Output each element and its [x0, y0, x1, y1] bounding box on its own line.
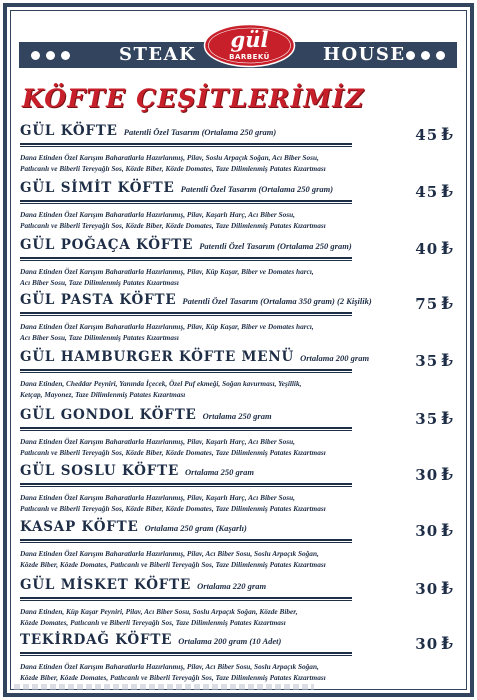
menu-item-description	[20, 152, 360, 174]
menu-item-note: Ortalama 250 gram	[202, 411, 272, 421]
menu-item-note: Ortalama 220 gram	[197, 581, 267, 591]
menu-item-heading	[20, 632, 460, 652]
banner-dots-left	[31, 42, 70, 68]
menu-item-description-line: Patlıcanlı ve Biberli Tereyağlı Sos, Közde Biber, Közde Domates, Taze Dilimlenmiş Patates Kızartması	[20, 164, 326, 173]
menu-item-description-line: Patlıcanlı ve Biberli Tereyağlı Sos, Közde Biber, Közde Domates, Taze Dilimlenmiş Patates Kızartması	[20, 504, 326, 513]
menu-item-description	[20, 492, 360, 514]
menu-item	[20, 407, 460, 458]
menu-item-name: GÜL GONDOL KÖFTE	[20, 407, 197, 423]
menu-item-description	[20, 436, 360, 458]
menu-item-heading	[20, 407, 460, 427]
menu-item-note: Patentli Özel Tasarım (Ortalama 250 gram)	[180, 184, 334, 194]
lira-icon: ₺	[441, 182, 454, 202]
menu-item-description-line: Patlıcanlı ve Biberli Tereyağlı Sos, Közde Biber, Közde Domates, Taze Dilimlenmiş Patates Kızartması	[20, 221, 326, 230]
menu-item-name: GÜL MİSKET KÖFTE	[20, 577, 192, 593]
menu-item-description-line: Dana Etinden Özel Karışım Baharatlarla Hazırlanmış, Pilav, Küp Kaşar, Biber ve Domates harcı,	[20, 267, 314, 276]
banner-word-steak: STEAK	[119, 44, 197, 65]
menu-item-description	[20, 661, 360, 683]
menu-item-heading	[20, 577, 460, 597]
price-value: 40	[415, 240, 439, 258]
menu-item-description-line: Dana Etinden Özel Karışım Baharatlarla Hazırlanmış, Pilav, Küp Kaşar, Biber ve Domates harcı,	[20, 322, 314, 331]
menu-item-description-line: Dana Etinden Özel Karışım Baharatlarla Hazırlanmış, Pilav, Kaşarlı Harç, Acı Biber Sosu,	[20, 493, 295, 502]
menu-item	[20, 463, 460, 514]
menu-item-name: GÜL SİMİT KÖFTE	[20, 180, 175, 196]
menu-item	[20, 349, 460, 400]
menu-item-divider	[20, 483, 352, 488]
menu-item-divider	[20, 652, 352, 657]
menu-item-heading	[20, 237, 460, 257]
menu-item-note: Ortalama 250 gram	[185, 467, 254, 477]
menu-item-price	[415, 579, 454, 599]
menu-item-price	[415, 125, 454, 145]
menu-item-note: Patentli Özel Tasarım (Ortalama 350 gram) (2 Kişilik)	[182, 296, 372, 306]
lira-icon: ₺	[441, 239, 454, 259]
menu-item-divider	[20, 143, 352, 148]
menu-item-name: GÜL HAMBURGER KÖFTE MENÜ	[20, 349, 295, 365]
menu-item	[20, 292, 460, 343]
banner-dots-right	[406, 42, 445, 68]
menu-item-name: GÜL KÖFTE	[20, 123, 118, 139]
menu-item-price	[415, 294, 454, 314]
svg-text:gül: gül	[230, 27, 269, 52]
menu-item-price	[415, 521, 454, 541]
menu-item-divider	[20, 200, 352, 205]
menu-item-description	[20, 321, 360, 343]
price-value: 35	[415, 352, 439, 370]
menu-item-description-line: Dana Etinden Özel Karışım Baharatlarla Hazırlanmış, Pilav, Acı Biber Sosu, Soslu Arpaçık Soğan,	[20, 549, 319, 558]
menu-item	[20, 237, 460, 288]
menu-item-description-line: Dana Etinden Özel Karışım Baharatlarla Hazırlanmış, Pilav, Kaşarlı Harç, Acı Biber Sosu,	[20, 210, 295, 219]
banner-word-house: HOUSE	[323, 44, 406, 65]
menu-item-price	[415, 409, 454, 429]
price-value: 30	[415, 635, 439, 653]
menu-item-divider	[20, 427, 352, 432]
menu-item-description	[20, 266, 360, 288]
menu-item-heading	[20, 180, 460, 200]
menu-item-price	[415, 351, 454, 371]
menu-item-heading	[20, 463, 460, 483]
menu-item-heading	[20, 519, 460, 539]
menu-item-price	[415, 465, 454, 485]
price-value: 45	[415, 183, 439, 201]
menu-item-divider	[20, 539, 352, 544]
svg-text:BARBEKÜ: BARBEKÜ	[229, 53, 270, 61]
menu-item-name: TEKİRDAĞ KÖFTE	[20, 632, 173, 648]
lira-icon: ₺	[441, 634, 454, 654]
menu-item-divider	[20, 312, 352, 317]
menu-item-price	[415, 239, 454, 259]
menu-item	[20, 519, 460, 570]
menu-item-description-line: Közde Biber, Közde Domates, Patlıcanlı ve Biberli Tereyağlı Sos, Taze Dilimlenmiş Patates Kızartması	[20, 673, 326, 682]
menu-item-description-line: Dana Etinden Özel Karışım Baharatlarla Hazırlanmış, Pilav, Acı Biber Sosu, Soslu Arpaçık Soğan,	[20, 662, 319, 671]
menu-item-heading	[20, 349, 460, 369]
menu-item-note: Ortalama 250 gram (Kaşarlı)	[144, 523, 247, 533]
menu-item-name: GÜL PASTA KÖFTE	[20, 292, 177, 308]
menu-item-description-line: Acı Biber Sosu, Taze Dilimlenmiş Patates Kızartması	[20, 278, 179, 287]
gul-barbeku-logo	[203, 23, 296, 68]
lira-icon: ₺	[441, 465, 454, 485]
menu-item-description-line: Dana Etinden Özel Karışım Baharatlarla Hazırlanmış, Pilav, Kaşarlı Harç, Acı Biber Sosu,	[20, 437, 295, 446]
menu-item-divider	[20, 597, 352, 602]
menu-item-description	[20, 548, 360, 570]
menu-item-description-line: Dana Etinden, Cheddar Peyniri, Yanında İçecek, Özel Puf ekmeği, Soğan kavurması, Yeşillik,	[20, 379, 302, 388]
menu-item-description	[20, 209, 360, 231]
menu-item-name: KASAP KÖFTE	[20, 519, 139, 535]
lira-icon: ₺	[441, 294, 454, 314]
menu-item-note: Ortalama 200 gram (10 Adet)	[178, 636, 282, 646]
lira-icon: ₺	[441, 579, 454, 599]
menu-item-name: GÜL POĞAÇA KÖFTE	[20, 237, 194, 253]
price-value: 75	[415, 295, 439, 313]
menu-item-note: Patentli Özel Tasarım (Ortalama 250 gram)	[199, 241, 352, 251]
menu-item-description	[20, 378, 360, 400]
menu-item-heading	[20, 292, 460, 312]
price-value: 30	[415, 466, 439, 484]
menu-item-description-line: Ketçap, Mayonez, Taze Dilimlenmiş Patates Kızartması	[20, 390, 186, 399]
menu-item-name: GÜL SOSLU KÖFTE	[20, 463, 180, 479]
lira-icon: ₺	[441, 125, 454, 145]
menu-item	[20, 577, 460, 628]
menu-item	[20, 123, 460, 174]
menu-item-heading	[20, 123, 460, 143]
price-value: 30	[415, 522, 439, 540]
menu-item-divider	[20, 369, 352, 374]
menu-item-description-line: Közde Domates, Patlıcanlı ve Biberli Tereyağlı Sos, Taze Dilimlenmiş Patates Kızartması	[20, 618, 286, 627]
menu-item-description-line: Dana Etinden Özel Karışım Baharatlarla Hazırlanmış, Pilav, Soslu Arpaçık Soğan, Acı Biber Sosu,	[20, 153, 319, 162]
menu-item	[20, 180, 460, 231]
menu-item	[20, 632, 460, 683]
menu-item-price	[415, 182, 454, 202]
price-value: 45	[415, 126, 439, 144]
menu-item-note: Ortalama 200 gram	[300, 353, 370, 363]
menu-item-price	[415, 634, 454, 654]
bottom-faded-text	[14, 684, 314, 690]
menu-item-description-line: Patlıcanlı ve Biberli Tereyağlı Sos, Közde Biber, Közde Domates, Taze Dilimlenmiş Patates Kızartması	[20, 448, 326, 457]
lira-icon: ₺	[441, 409, 454, 429]
menu-item-description-line: Közde Biber, Közde Domates, Patlıcanlı ve Biberli Tereyağlı Sos, Taze Dilimlenmiş Patates Kızartması	[20, 560, 326, 569]
menu-item-divider	[20, 257, 352, 262]
menu-item-description-line: Acı Biber Sosu, Taze Dilimlenmiş Patates Kızartması	[20, 333, 179, 342]
lira-icon: ₺	[441, 521, 454, 541]
lira-icon: ₺	[441, 351, 454, 371]
price-value: 30	[415, 580, 439, 598]
menu-item-description-line: Dana Etinden, Küp Kaşar Peyniri, Pilav, Acı Biber Sosu, Soslu Arpaçık Soğan, Közde Biber,	[20, 607, 298, 616]
menu-item-description	[20, 606, 360, 628]
menu-item-note: Patentli Özel Tasarım (Ortalama 250 gram)	[123, 127, 277, 137]
section-title: KÖFTE ÇEŞİTLERİMİZ	[22, 84, 365, 113]
price-value: 35	[415, 410, 439, 428]
